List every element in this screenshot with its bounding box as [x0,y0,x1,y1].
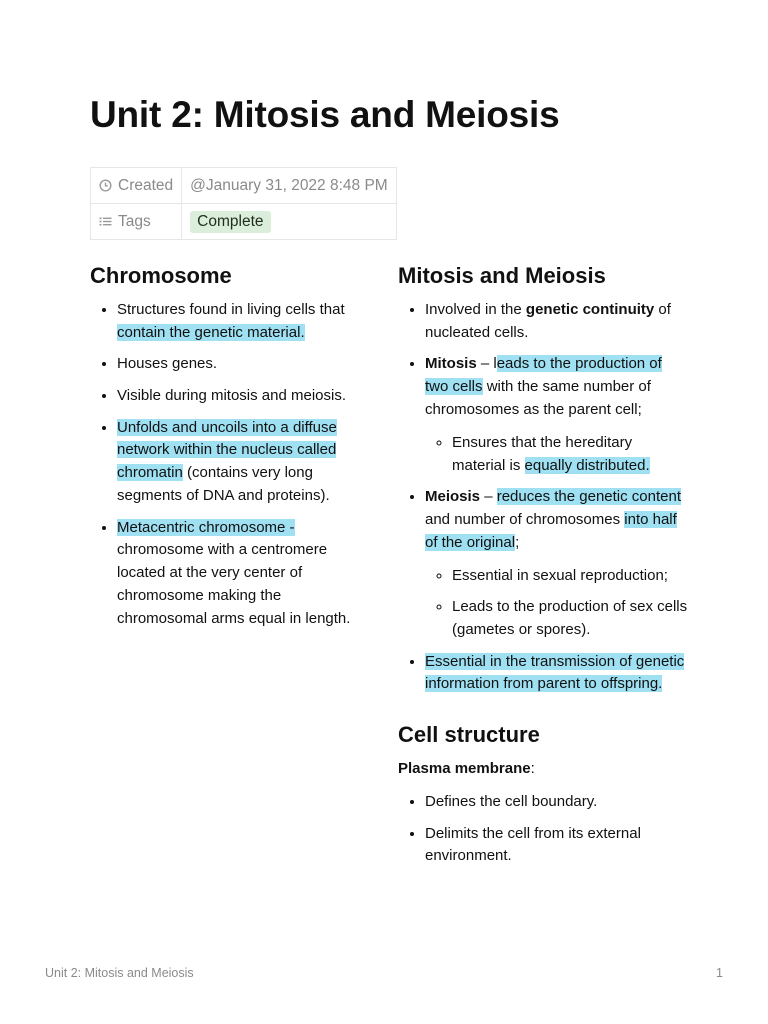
highlighted-text: Unfolds and uncoils into a diffuse network within the nucleus called chromatin [117,418,337,482]
list-item: ◦ Essential in sexual reproduction; [452,565,688,588]
item-text: with the same number of chromosomes as the parent cell; [425,378,651,418]
chromosome-section [90,263,360,639]
item-text: – [480,488,497,506]
mitosis-meiosis-list [398,299,688,696]
tag-complete[interactable]: Complete [190,211,270,233]
mitosis-meiosis-heading: Mitosis and Meiosis [398,263,606,288]
bold-text: Meiosis [425,488,481,506]
highlighted-text: eads to the production of two cells [425,355,662,396]
highlighted-text: contain the genetic material. [117,323,305,341]
list-item: • Visible during mitosis and meiosis. [117,385,360,408]
list-icon [99,215,112,228]
chromosome-heading: Chromosome [90,263,232,288]
bold-text: Plasma membrane [398,760,531,778]
item-text: Structures found in living cells that [117,301,345,318]
meiosis-sublist [425,565,688,642]
item-text: Involved in the [425,301,526,318]
list-item: ◦ Leads to the production of sex cells (gametes or spores). [452,596,688,642]
bold-text: Mitosis [425,355,477,373]
plasma-membrane-paragraph [398,758,688,781]
list-item: • Defines the cell boundary. [425,791,688,814]
cell-structure-list [398,791,688,868]
list-item [117,299,360,345]
page-number: 1 [716,966,723,980]
page-title: Unit 2: Mitosis and Meiosis [90,94,560,135]
property-row-tags [91,204,397,240]
list-item [117,417,360,508]
item-text: Ensures that the hereditary material is [452,433,633,474]
highlighted-text: Metacentric chromosome - [117,518,295,536]
mitosis-sublist [425,432,688,478]
item-text: and number of chromosomes [425,510,625,528]
highlighted-text: Essential in the transmission of genetic information from parent to offspring. [425,652,685,693]
item-text: of nucleated cells. [425,301,671,341]
item-text: (contains very long segments of DNA and proteins). [117,464,330,504]
list-item [452,432,688,478]
footer-title: Unit 2: Mitosis and Meiosis [45,966,194,980]
created-value[interactable]: @January 31, 2022 8:48 PM [182,168,397,204]
properties-table [90,167,397,240]
chromosome-list [90,299,360,631]
highlighted-text: equally distributed. [524,456,650,474]
list-item [425,353,688,477]
property-row-created [91,168,397,204]
created-label: Created [118,176,174,194]
clock-icon [99,179,112,192]
item-text: : [530,760,535,778]
tags-label: Tags [118,212,151,230]
list-item: • Delimits the cell from its external environment. [425,823,688,869]
list-item: • Houses genes. [117,353,360,376]
highlighted-text: into half of the original [425,510,677,551]
list-item [425,486,688,642]
cell-structure-heading: Cell structure [398,722,540,748]
item-text: ; [515,533,520,551]
list-item [425,651,688,697]
item-text: – l [476,355,497,373]
list-item [425,299,688,345]
list-item [117,517,360,631]
property-key-created [91,168,182,204]
tags-value-cell [182,204,397,240]
highlighted-text: reduces the genetic content [496,488,682,506]
property-key-tags [91,204,182,240]
mitosis-meiosis-section [398,263,688,877]
item-text: chromosome with a centromere located at the very center of chromosome making the chromosomal arms equal in length. [117,541,351,627]
bold-text: genetic continuity [525,301,655,318]
